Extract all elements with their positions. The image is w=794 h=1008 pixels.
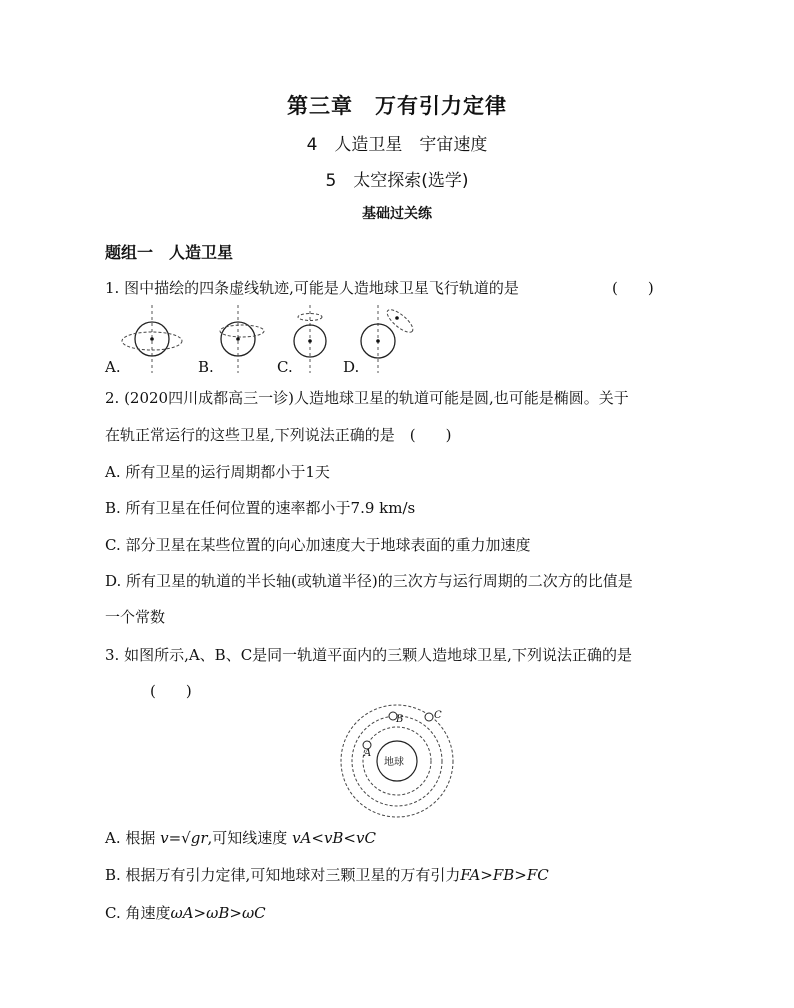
satellite-c-label: C (434, 710, 442, 721)
question-3-paren: ( ) (150, 682, 192, 700)
satellite-a-label: A (364, 748, 372, 759)
question-1-figures (110, 303, 440, 375)
question-1-option-b: B. (198, 358, 214, 376)
option-b-prefix: B. 根据万有引力定律,可知地球对三颗卫星的万有引力 (105, 866, 461, 884)
figure-d-orbit (361, 305, 416, 373)
question-2-option-c: C. 部分卫星在某些位置的向心加速度大于地球表面的重力加速度 (105, 536, 531, 554)
question-1-paren: ( ) (612, 279, 654, 297)
question-1-stem: 1. 图中描绘的四条虚线轨迹,可能是人造地球卫星飞行轨道的是 (105, 279, 519, 297)
question-3-stem: 3. 如图所示,A、B、C是同一轨道平面内的三颗人造地球卫星,下列说法正确的是 (105, 646, 632, 664)
question-3-option-b (105, 864, 549, 885)
section-title-5: 5 太空探索(选学) (325, 171, 469, 191)
option-c-prefix: C. 角速度 (105, 904, 171, 922)
question-2-stem-line2: 在轨正常运行的这些卫星,下列说法正确的是 ( ) (105, 426, 452, 444)
question-1-option-d: D. (343, 358, 360, 376)
question-1-option-a: A. (105, 358, 121, 376)
figure-a-orbit (122, 305, 182, 373)
figure-b-orbit (220, 305, 264, 373)
question-3-option-c (105, 902, 266, 923)
option-a-formula: v=√gr (160, 829, 208, 847)
option-a-relation: vA<vB<vC (292, 829, 376, 847)
option-c-relation: ωA>ωB>ωC (170, 904, 266, 922)
group-title: 题组一 人造卫星 (105, 243, 234, 262)
question-2-stem-line1: 2. (2020四川成都高三一诊)人造地球卫星的轨道可能是圆,也可能是椭圆。关于 (105, 389, 629, 407)
option-b-relation: FA>FB>FC (460, 866, 549, 884)
section-title-4: 4 人造卫星 宇宙速度 (306, 135, 488, 155)
exercise-subtitle: 基础过关练 (362, 206, 432, 222)
satellite-b-label: B (396, 714, 404, 725)
chapter-title: 第三章 万有引力定律 (287, 94, 507, 118)
satellite-c (425, 713, 433, 721)
option-a-suffix: ,可知线速度 (207, 829, 293, 847)
question-2-option-d-line1: D. 所有卫星的轨道的半长轴(或轨道半径)的三次方与运行周期的二次方的比值是 (105, 572, 633, 590)
question-1-option-c: C. (277, 358, 293, 376)
question-2-option-d-line2: 一个常数 (105, 608, 166, 626)
question-2-option-b: B. 所有卫星在任何位置的速率都小于7.9 km/s (105, 499, 416, 517)
question-3-option-a (105, 827, 376, 848)
earth-label: 地球 (384, 757, 404, 768)
figure-c-orbit (294, 305, 326, 373)
question-2-option-a: A. 所有卫星的运行周期都小于1天 (105, 463, 330, 481)
option-a-prefix: A. 根据 (105, 829, 161, 847)
